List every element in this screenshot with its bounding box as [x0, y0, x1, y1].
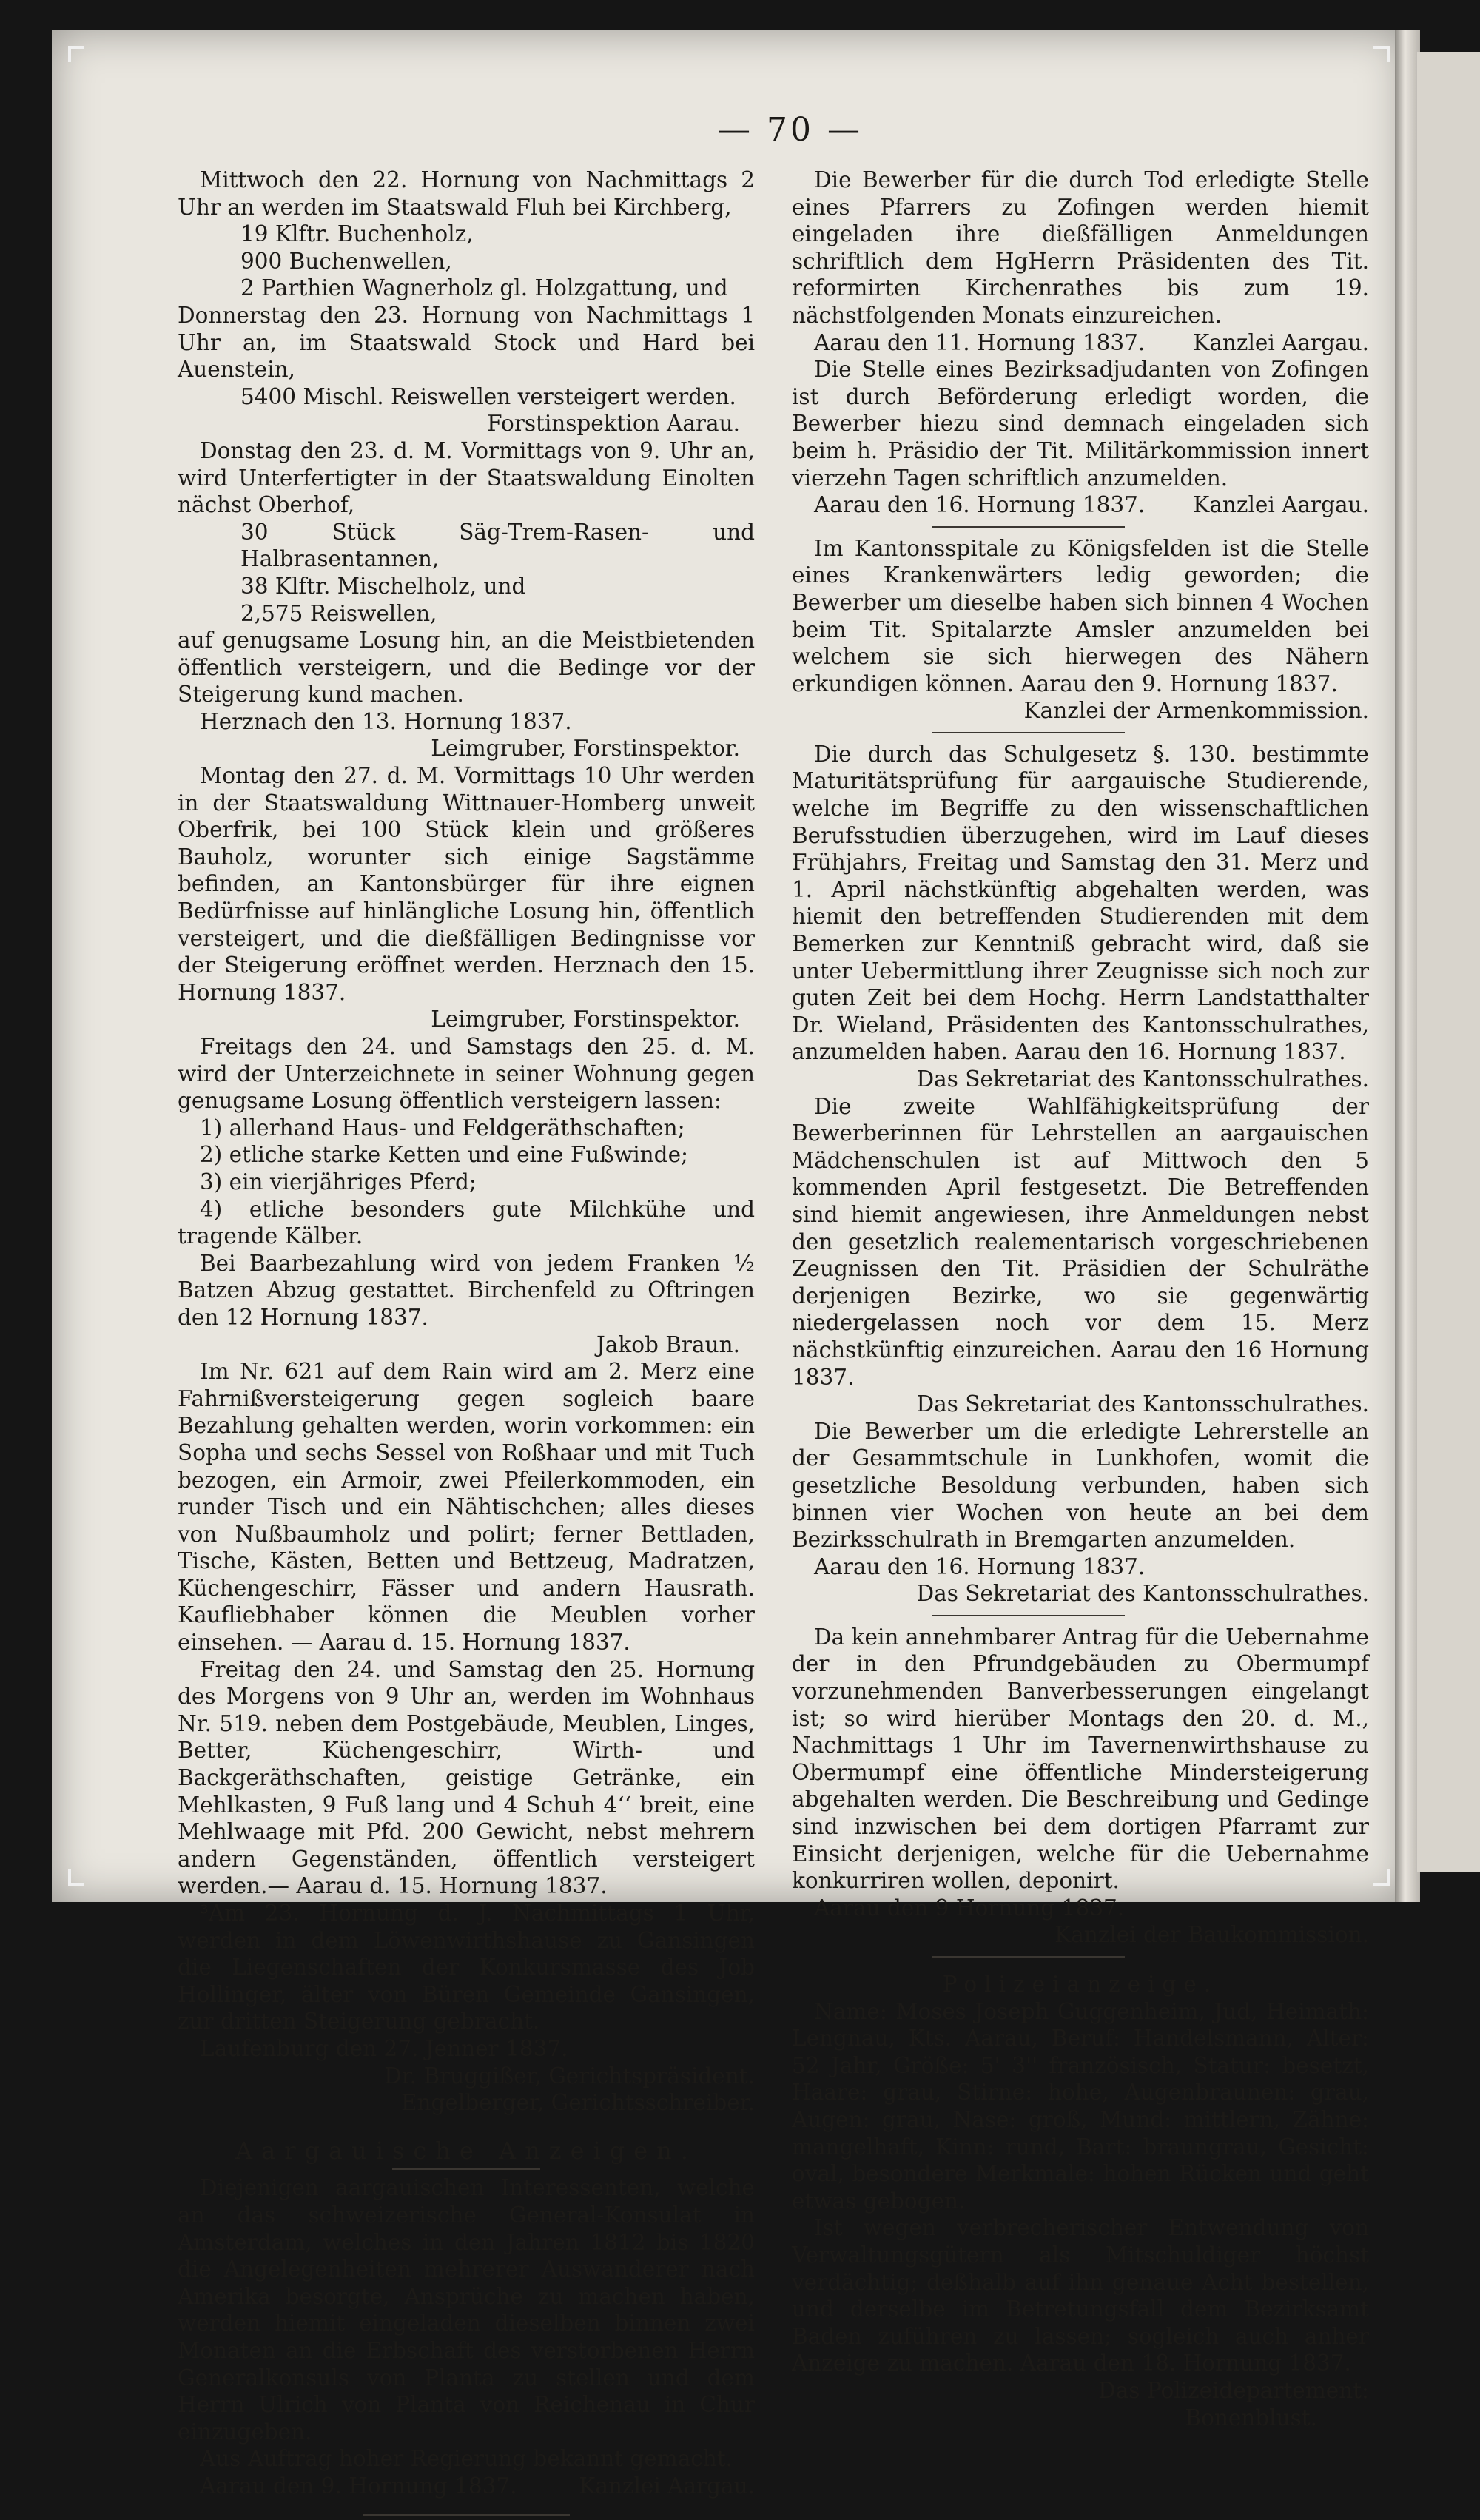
notice-footer — [792, 491, 1369, 519]
notice-signature: Das Sekretariat des Kantonsschulrathes. — [916, 1066, 1369, 1092]
scan-corner-mark — [68, 1869, 84, 1886]
notice-signature: Kanzlei der Armenkommission. — [1023, 698, 1369, 724]
divider — [932, 1956, 1125, 1958]
notice-date: Aarau den 16. Hornung 1837. — [814, 492, 1146, 518]
notice-date: Aarau den 11. Hornung 1837. — [814, 329, 1146, 355]
notice-text: Bei Baarbezahlung wird von jedem Franken ½ Batzen Abzug gestattet. Birchenfeld zu Oftringen den 12 Hornung 1837. — [178, 1250, 755, 1330]
notice-text: Im Nr. 621 auf dem Rain wird am 2. Merz eine Fahrnißversteigerung gegen sogleich baare Bezahlung gehalten werden, worin vorkommen: ein Sopha und sechs Sessel von Roßhaar und mit Tuch bezogen, ein Armoir, zwei Pfeilerkommoden, ein runder Tisch und ein Nähtischchen; alles dieses von Nußbaumholz und polirt; ferner Bettladen, Tische, Kästen, Betten und Bettzeug, Madratzen, Küchengeschirr, Fässer und andern Hausrath. Kaufliebhaber können die Meublen vorher einsehen. — Aarau d. 15. Hornung 1837. — [178, 1359, 755, 1656]
notice-text: Die Bewerber um die erledigte Lehrerstelle an der Gesammtschule in Lunkhofen, womit die gesetzliche Besoldung verbunden, haben sich binnen vier Wochen von heute an bei dem Bezirksschulrath in Bremgarten anzumelden. — [792, 1418, 1369, 1553]
notice-text: ³Am 23. Hornung d. J. Nachmittags 1 Uhr, werden in dem Löwenwirthshause zu Gansingen die Liegenschaften der Konkursmasse des Job Hollinger, älter von Büren Gemeinde Gansingen, zur dritten Steigerung gebracht. — [178, 1901, 755, 2035]
divider — [363, 2514, 570, 2516]
notice-date: Aarau den 16. Hornung 1837. — [814, 1553, 1146, 1579]
notice-signature: Bonenblust. — [1185, 2405, 1317, 2430]
notice-text: Name: Moses Joseph Guggenheim, Jud, Heimath: Lengnau, Kts. Aarau, Beruf: Handelsmann, Alter: 52 Jahr, Größe: 5' 3'' französisch, Statur: besetzt, Haare: grau, Stirne: hohe, Augenbraunen: grau, Augen: grau, Nase: groß, Mund: mittlern, Zähne: mangelhaft, Kinn: rund, Bart: braungrau, Gesicht: oval, besondere Merkmale: hohen Rücken und geht etwas gebogen. — [792, 1998, 1369, 2214]
notice-signature: Leimgruber, Forstinspektor. — [431, 736, 740, 762]
notice-signature: Das Polizeidepartement: — [1098, 2377, 1369, 2403]
scan-corner-mark — [1373, 1869, 1390, 1886]
list-item: 38 Klftr. Mischelholz, und — [240, 573, 526, 599]
notice-signature: Das Sekretariat des Kantonsschulrathes. — [916, 1581, 1369, 1607]
section-title: Aargauische Anzeigen. — [235, 2136, 697, 2165]
list-item: 1) allerhand Haus- und Feldgeräthschaften; — [200, 1115, 685, 1140]
book-binding — [1395, 30, 1420, 1902]
notice-text: Montag den 27. d. M. Vormittags 10 Uhr werden in der Staatswaldung Wittnauer-Homberg unweit Oberfrik, bei 100 Stück klein und größeres Bauholz, worunter sich einige Sagstämme befinden, an Kantonsbürger für ihre eignen Bedürfnisse auf hinlängliche Losung hin, öffentlich versteigert, und die dießfälligen Bedingnisse vor der Steigerung eröffnet werden. Herznach den 15. Hornung 1837. — [178, 763, 755, 1005]
notice-text: Donnerstag den 23. Hornung von Nachmittags 1 Uhr an, im Staatswald Stock und Hard bei Auenstein, — [178, 302, 755, 383]
list-item: 2,575 Reiswellen, — [240, 600, 437, 626]
notice-text: Freitag den 24. und Samstag den 25. Hornung des Morgens von 9 Uhr an, werden im Wohnhaus Nr. 519. neben dem Postgebäude, Meublen, Linges, Better, Küchengeschirr, Wirth- und Backgeräthschaften, geistige Getränke, ein Mehlkasten, 9 Fuß lang und 4 Schuh 4‘‘ breit, eine Mehlwaage mit Pfd. 200 Gewicht, nebst mehrern andern Gegenständen, öffentlich versteigert werden.— Aarau d. 15. Hornung 1837. — [178, 1656, 755, 1899]
notice-text: auf genugsame Losung hin, an die Meistbietenden öffentlich versteigern, und die Bedinge vor der Steigerung kund machen. — [178, 628, 755, 708]
list-item: 4) etliche besonders gute Milchkühe und tragende Kälber. — [178, 1196, 755, 1249]
list-item: 19 Klftr. Buchenholz, — [240, 221, 474, 247]
notice-signature: Engelberger, Gerichtsschreiber. — [400, 2090, 755, 2116]
notice-text: Ist wegen verbrecherischer Entwendung von Verwaltungsgütern als Mitschuldiger höchst verdächtig; deßhalb auf ihn genaue Acht bestellen, und derselbe im Betretungsfall dem Bezirksamt Baden zuführen zu lassen; sogleich auch anher Anzeige zu machen. Aarau den 18. Hornung 1837. — [792, 2215, 1369, 2376]
divider — [932, 1615, 1125, 1616]
notice-text: Die Stelle eines Bezirksadjudanten von Zofingen ist durch Beförderung erledigt worden, die Bewerber hiezu sind demnach eingeladen sich beim h. Präsidio der Tit. Militärkommission innert vierzehn Tagen schriftlich anzumelden. — [792, 357, 1369, 491]
divider — [932, 732, 1125, 733]
scan-corner-mark — [68, 46, 84, 62]
notice-text: Mittwoch den 22. Hornung von Nachmittags 2 Uhr an werden im Staatswald Fluh bei Kirchberg, — [178, 167, 755, 220]
notice-date: Aarau den 9. Hornung 1837. — [200, 2473, 517, 2499]
notice-signature: Leimgruber, Forstinspektor. — [431, 1007, 740, 1032]
list-item: 2) etliche starke Ketten und eine Fußwinde; — [200, 1142, 688, 1168]
notice-signature: Forstinspektion Aarau. — [487, 411, 740, 437]
divider — [932, 526, 1125, 528]
list-item: 2 Parthien Wagnerholz gl. Holzgattung, und — [240, 275, 728, 301]
left-column — [178, 167, 755, 2520]
notice-text: Die durch das Schulgesetz §. 130. bestimmte Maturitätsprüfung für aargauische Studierende, welche im Begriffe zu den wissenschaftlichen Berufsstudien überzugehen, wird im Lauf dieses Frühjahrs, Freitag und Samstag den 31. Merz und 1. April nächstkünftig abgehalten werden, was hiemit den betreffenden Studierenden mit dem Bemerken zur Kenntniß gebracht wird, daß sie unter Uebermittlung ihrer Zeugnisse sich noch zur guten Zeit bei dem Hochg. Herrn Landstatthalter Dr. Wieland, Präsidenten des Kantonsschulrathes, anzumelden haben. Aarau den 16. Hornung 1837. — [792, 741, 1369, 1065]
right-column — [792, 167, 1369, 2431]
list-item: 3) ein vierjähriges Pferd; — [200, 1169, 477, 1195]
notice-signature: Kanzlei Aargau. — [1193, 492, 1369, 518]
notice-footer — [792, 329, 1369, 357]
divider — [392, 2168, 540, 2170]
notice-signature: Jakob Braun. — [596, 1331, 740, 1357]
notice-text: Freitags den 24. und Samstags den 25. d. M. wird der Unterzeichnete in seiner Wohnung gegen genugsame Losung öffentlich versteigern lassen: — [178, 1034, 755, 1114]
notice-text: Da kein annehmbarer Antrag für die Uebernahme der in den Pfrundgebäuden zu Obermumpf vorzunehmenden Banverbesserungen eingelangt ist; so wird hierüber Montags den 20. d. M., Nachmittags 1 Uhr im Tavernenwirthshause zu Obermumpf eine öffentliche Mindersteigerung abgehalten werden. Die Beschreibung und Gedinge sind inzwischen bei dem dortigen Pfarramt zur Einsicht derjenigen, welche für die Uebernahme konkurriren wollen, deponirt. — [792, 1624, 1369, 1894]
notice-date: Laufenburg den 27. Jenner 1837. — [200, 2035, 568, 2061]
notice-signature: Kanzlei Aargau. — [579, 2473, 755, 2499]
list-item: 900 Buchenwellen, — [240, 248, 452, 274]
page-number: — 70 — — [718, 111, 863, 149]
notice-signature: Das Sekretariat des Kantonsschulrathes. — [916, 1391, 1369, 1417]
notice-footer — [178, 2473, 755, 2500]
notice-text: Im Kantonsspitale zu Königsfelden ist die Stelle eines Krankenwärters ledig geworden; die Bewerber um dieselbe haben sich binnen 4 Wochen beim Tit. Spitalarzte Amsler anzumelden bei welchem sie sich hierwegen des Nähern erkundigen können. Aarau den 9. Hornung 1837. — [792, 535, 1369, 696]
notice-date: Aarau den 9 Hornung 1837. — [814, 1895, 1125, 1921]
notice-text: Donstag den 23. d. M. Vormittags von 9. Uhr an, wird Unterfertigter in der Staatswaldung Einolten nächst Oberhof, — [178, 437, 755, 518]
notice-signature: Kanzlei der Baukommission. — [1054, 1922, 1369, 1948]
notice-text: Die zweite Wahlfähigkeitsprüfung der Bewerberinnen für Lehrstellen an aargauischen Mädchenschulen ist auf Mittwoch den 5 kommenden April festgesetzt. Die Betreffenden sind hiemit angewiesen, ihre Anmeldungen nebst den gesetzlich realementarisch vorgeschriebenen Zeugnissen den Tit. Präsidien der Schulräthe derjenigen Bezirke, wo sie gegenwärtig niedergelassen noch vor dem 15. Merz nächstkünftig einzureichen. Aarau den 16 Hornung 1837. — [792, 1093, 1369, 1390]
notice-text: Diejenigen aargauischen Interessenten, welche an das schweizerische General-Konsulat in Amsterdam, welches in den Jahren 1812 bis 1820 die Angelegenheiten mehrerer Auswanderer nach Amerika besorgte, Ansprüche zu machen haben, werden hiemit eingeladen dieselben binnen zwei Monaten an die Erbschaft des verstorbenen Herrn Generalkonsuls von Planta zu stellen und dem Herrn Ulrich von Planta von Reichenau in Chur einzugeben. — [178, 2175, 755, 2445]
next-page-edge — [1417, 52, 1480, 1872]
scan-corner-mark — [1373, 46, 1390, 62]
notice-date: Herznach den 13. Hornung 1837. — [200, 708, 572, 734]
notice-text: Aus Auftrag hoher Regierung bekannt gemacht. — [200, 2446, 733, 2472]
notice-text: Die Bewerber für die durch Tod erledigte Stelle eines Pfarrers zu Zofingen werden hiemit eingeladen ihre dießfälligen Anmeldungen schriftlich dem HgHerrn Präsidenten des Tit. reformirten Kirchenrathes bis zum 19. nächstfolgenden Monats einzureichen. — [792, 167, 1369, 328]
list-item: 30 Stück Säg-Trem-Rasen- und Halbrasentannen, — [240, 519, 755, 572]
section-title: Polizeianzeige. — [942, 1972, 1219, 1997]
notice-signature: Dr. Bruggißer, Gerichtspräsident. — [384, 2063, 755, 2089]
notice-signature: Kanzlei Aargau. — [1193, 329, 1369, 355]
list-item: 5400 Mischl. Reiswellen versteigert werden. — [240, 383, 736, 409]
